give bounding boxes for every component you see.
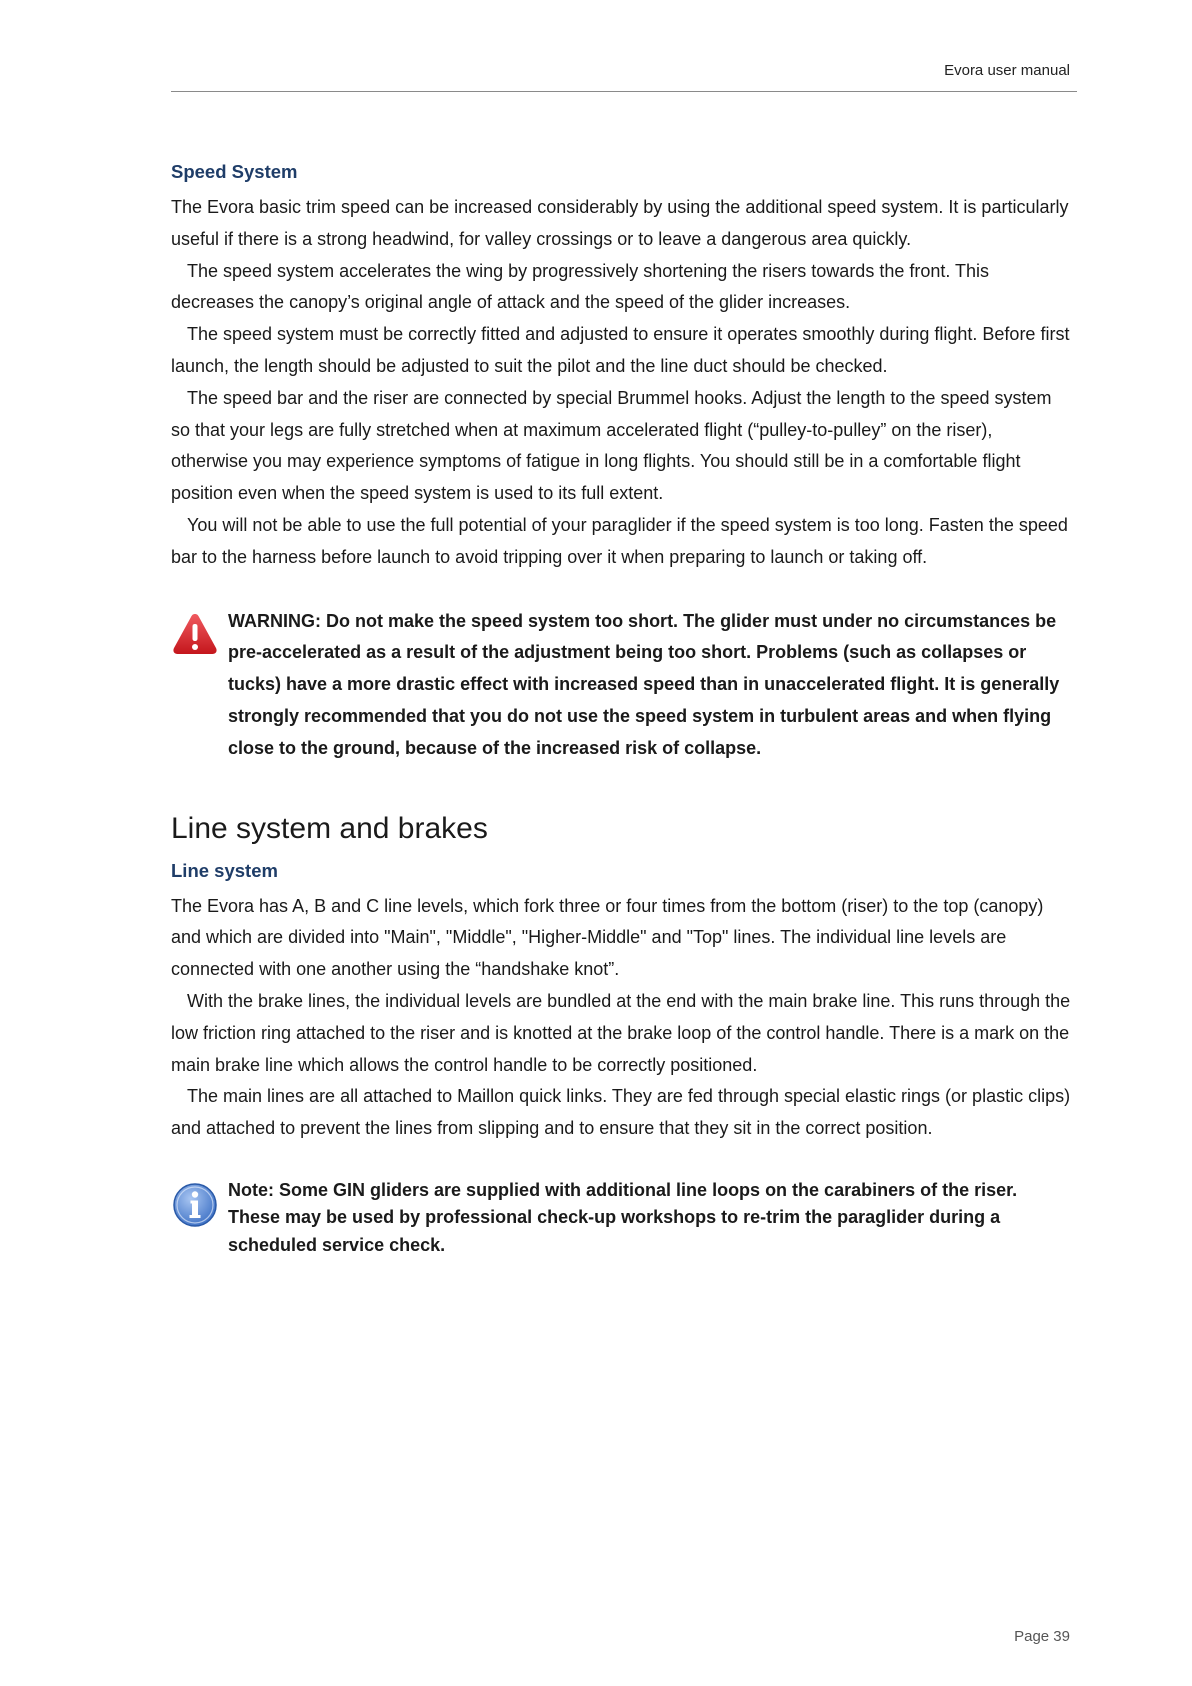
note-text: Note: Some GIN gliders are supplied with additional line loops on the carabiners of the riser. These may be used by professional check-up workshops to re-trim the paraglider during a scheduled service check. xyxy=(228,1179,1018,1255)
speed-system-paragraph-3: The speed system must be correctly fitted and adjusted to ensure it operates smoothly during flight. Before first launch, the length should be adjusted to suit the pilot and the line duct should be checked. xyxy=(171,324,1070,376)
page-number: Page 39 xyxy=(1014,1628,1070,1645)
line-system-paragraph-2: With the brake lines, the individual levels are bundled at the end with the main brake line. This runs through the low friction ring attached to the riser and is knotted at the brake loop of the control handle. There is a mark on the main brake line which allows the control handle to be correctly positioned. xyxy=(171,990,1071,1075)
speed-system-paragraph-5: You will not be able to use the full potential of your paraglider if the speed system is too long. Fasten the speed bar to the harness before launch to avoid tripping over it when preparing to launch or taking off. xyxy=(171,514,1068,567)
speed-system-paragraph-4: The speed bar and the riser are connected by special Brummel hooks. Adjust the length to the speed system so that your legs are fully stretched when at maximum accelerated flight (“pulley-to-pulley” on the riser), otherwise you may experience symptoms of fatigue in long flights. You should still be in a comfortable flight position even when the speed system is used to its full extent. xyxy=(171,387,1052,504)
speed-system-paragraph-1: The Evora basic trim speed can be increased considerably by using the additional speed system. It is particularly useful if there is a strong headwind, for valley crossings or to leave a dangerous area quickly. xyxy=(171,197,1069,249)
warning-box xyxy=(171,606,1071,765)
page-content xyxy=(171,160,1071,1259)
line-system-paragraph-3: The main lines are all attached to Maillon quick links. They are fed through special elastic rings (or plastic clips) and attached to prevent the lines from slipping and to ensure that they sit in the correct position. xyxy=(171,1086,1071,1139)
running-header: Evora user manual xyxy=(944,62,1070,79)
header-rule xyxy=(171,91,1077,92)
warning-triangle-icon xyxy=(171,610,219,658)
line-system-section-title: Line system and brakes xyxy=(171,811,488,845)
line-system-heading: Line system xyxy=(171,859,278,881)
info-icon xyxy=(171,1181,219,1229)
warning-text: WARNING: Do not make the speed system too short. The glider must under no circumstances be pre-accelerated as a result of the adjustment being too short. Problems (such as collapses or tucks) have a more drastic effect with increased speed than in unaccelerated flight. It is generally strongly recommended that you do not use the speed system in turbulent areas and when flying close to the ground, because of the increased risk of collapse. xyxy=(228,610,1060,758)
line-system-paragraph-1: The Evora has A, B and C line levels, which fork three or four times from the bottom (riser) to the top (canopy) and which are divided into "Main", "Middle", "Higher-Middle" and "Top" lines. The individual line levels are connected with one another using the “handshake knot”. xyxy=(171,895,1044,980)
speed-system-paragraph-2: The speed system accelerates the wing by progressively shortening the risers towards the front. This decreases the canopy’s original angle of attack and the speed of the glider increases. xyxy=(171,260,990,313)
note-box xyxy=(171,1177,1071,1260)
speed-system-heading: Speed System xyxy=(171,161,298,182)
